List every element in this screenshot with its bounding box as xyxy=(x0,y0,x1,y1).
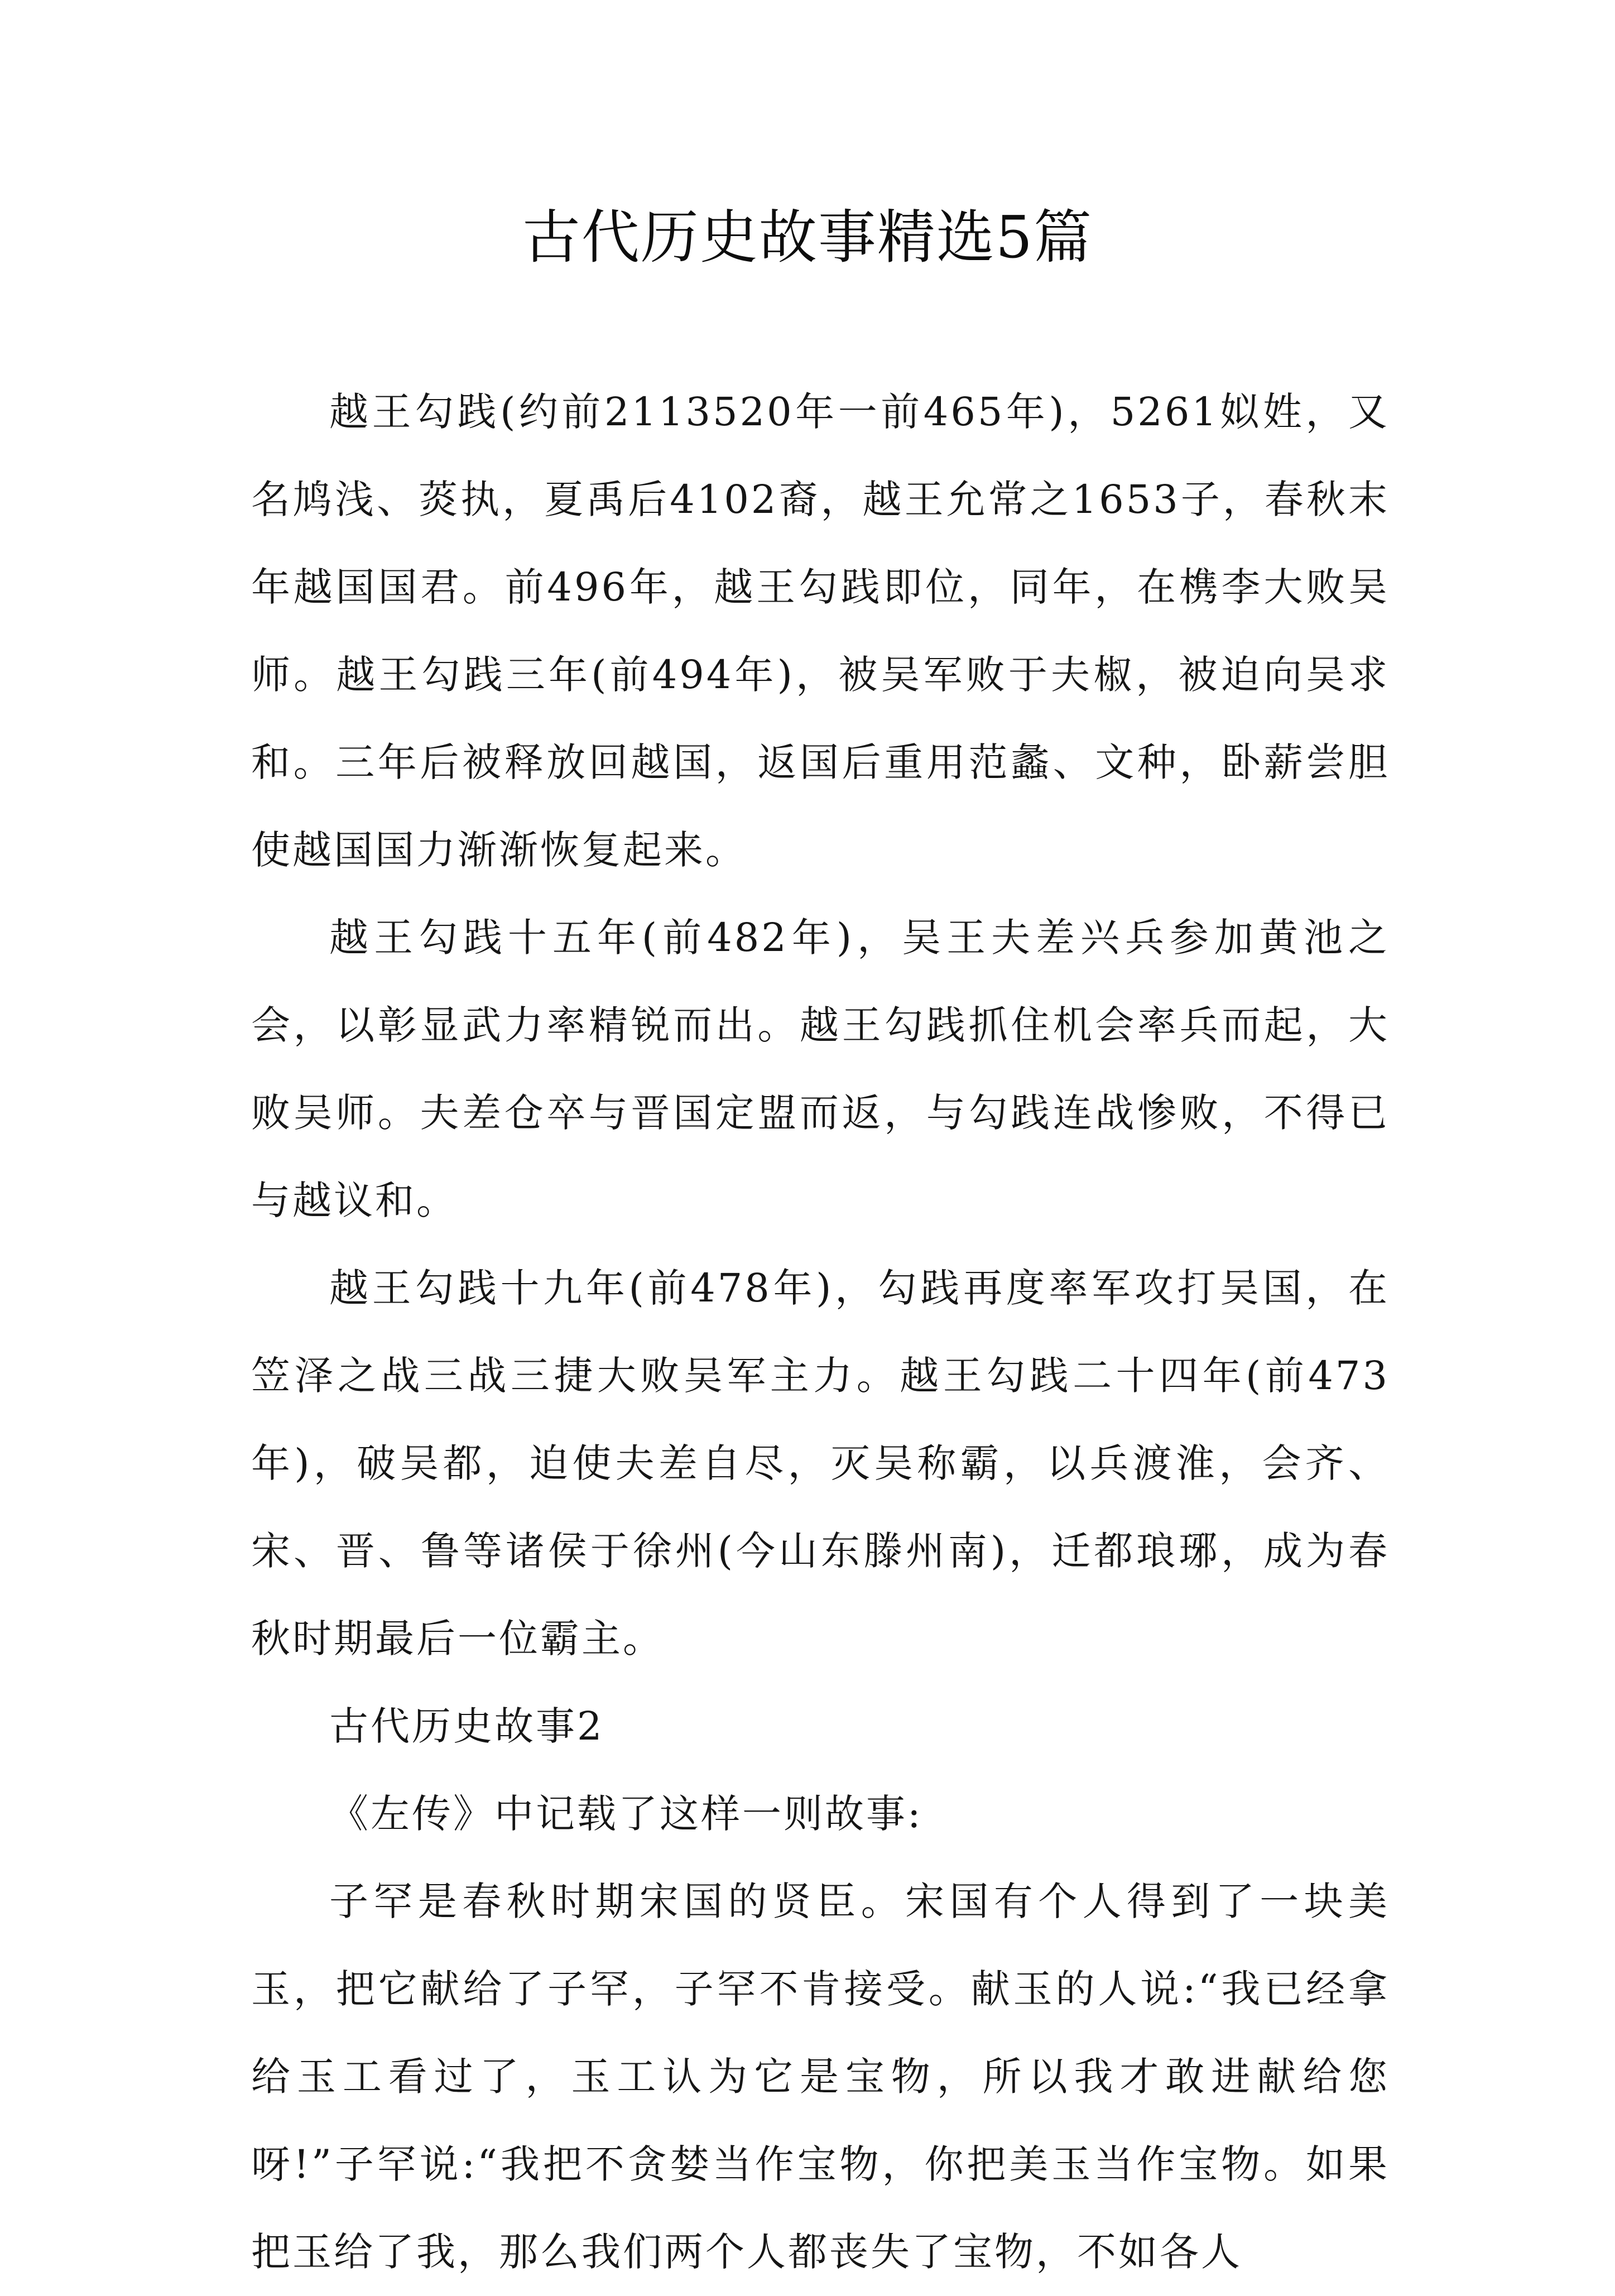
paragraph-goujian-intro: 越王勾践(约前2113520年一前465年)，5261姒姓，又名鸠浅、菼执，夏禹后4102裔，越王允常之1653子，春秋末年越国国君。前496年，越王勾践即位，同年，在槜李大败吴师。越王勾践三年(前494年)，被吴军败于夫椒，被迫向吴求和。三年后被释放回越国，返国后重用范蠡、文种，卧薪尝胆使越国国力渐渐恢复起来。 xyxy=(251,389,1390,873)
document-body xyxy=(251,368,1390,2296)
document-title: 古代历史故事精选5篇 xyxy=(522,203,1093,271)
paragraph-zuozhuan-intro: 《左传》中记载了这样一则故事: xyxy=(329,1791,923,1837)
paragraph-huangchi: 越王勾践十五年(前482年)，吴王夫差兴兵参加黄池之会，以彰显武力率精锐而出。越王勾践抓住机会率兵而起，大败吴师。夫差仓卒与晋国定盟而返，与勾践连战惨败，不得已与越议和。 xyxy=(251,915,1390,1223)
section-heading-story-2: 古代历史故事2 xyxy=(329,1703,604,1749)
paragraph-zihan: 子罕是春秋时期宋国的贤臣。宋国有个人得到了一块美玉，把它献给了子罕，子罕不肯接受。献玉的人说:“我已经拿给玉工看过了，玉工认为它是宝物，所以我才敢进献给您呀!”子罕说:“我把不贪婪当作宝物，你把美玉当作宝物。如果把玉给了我，那么我们两个人都丧失了宝物，不如各人 xyxy=(251,1879,1390,2275)
paragraph-conquest-of-wu: 越王勾践十九年(前478年)，勾践再度率军攻打吴国，在笠泽之战三战三捷大败吴军主力。越王勾践二十四年(前473年)，破吴都，迫使夫差自尽，灭吴称霸，以兵渡淮，会齐、宋、晋、鲁等诸侯于徐州(今山东滕州南)，迁都琅琊，成为春秋时期最后一位霸主。 xyxy=(251,1265,1390,1661)
